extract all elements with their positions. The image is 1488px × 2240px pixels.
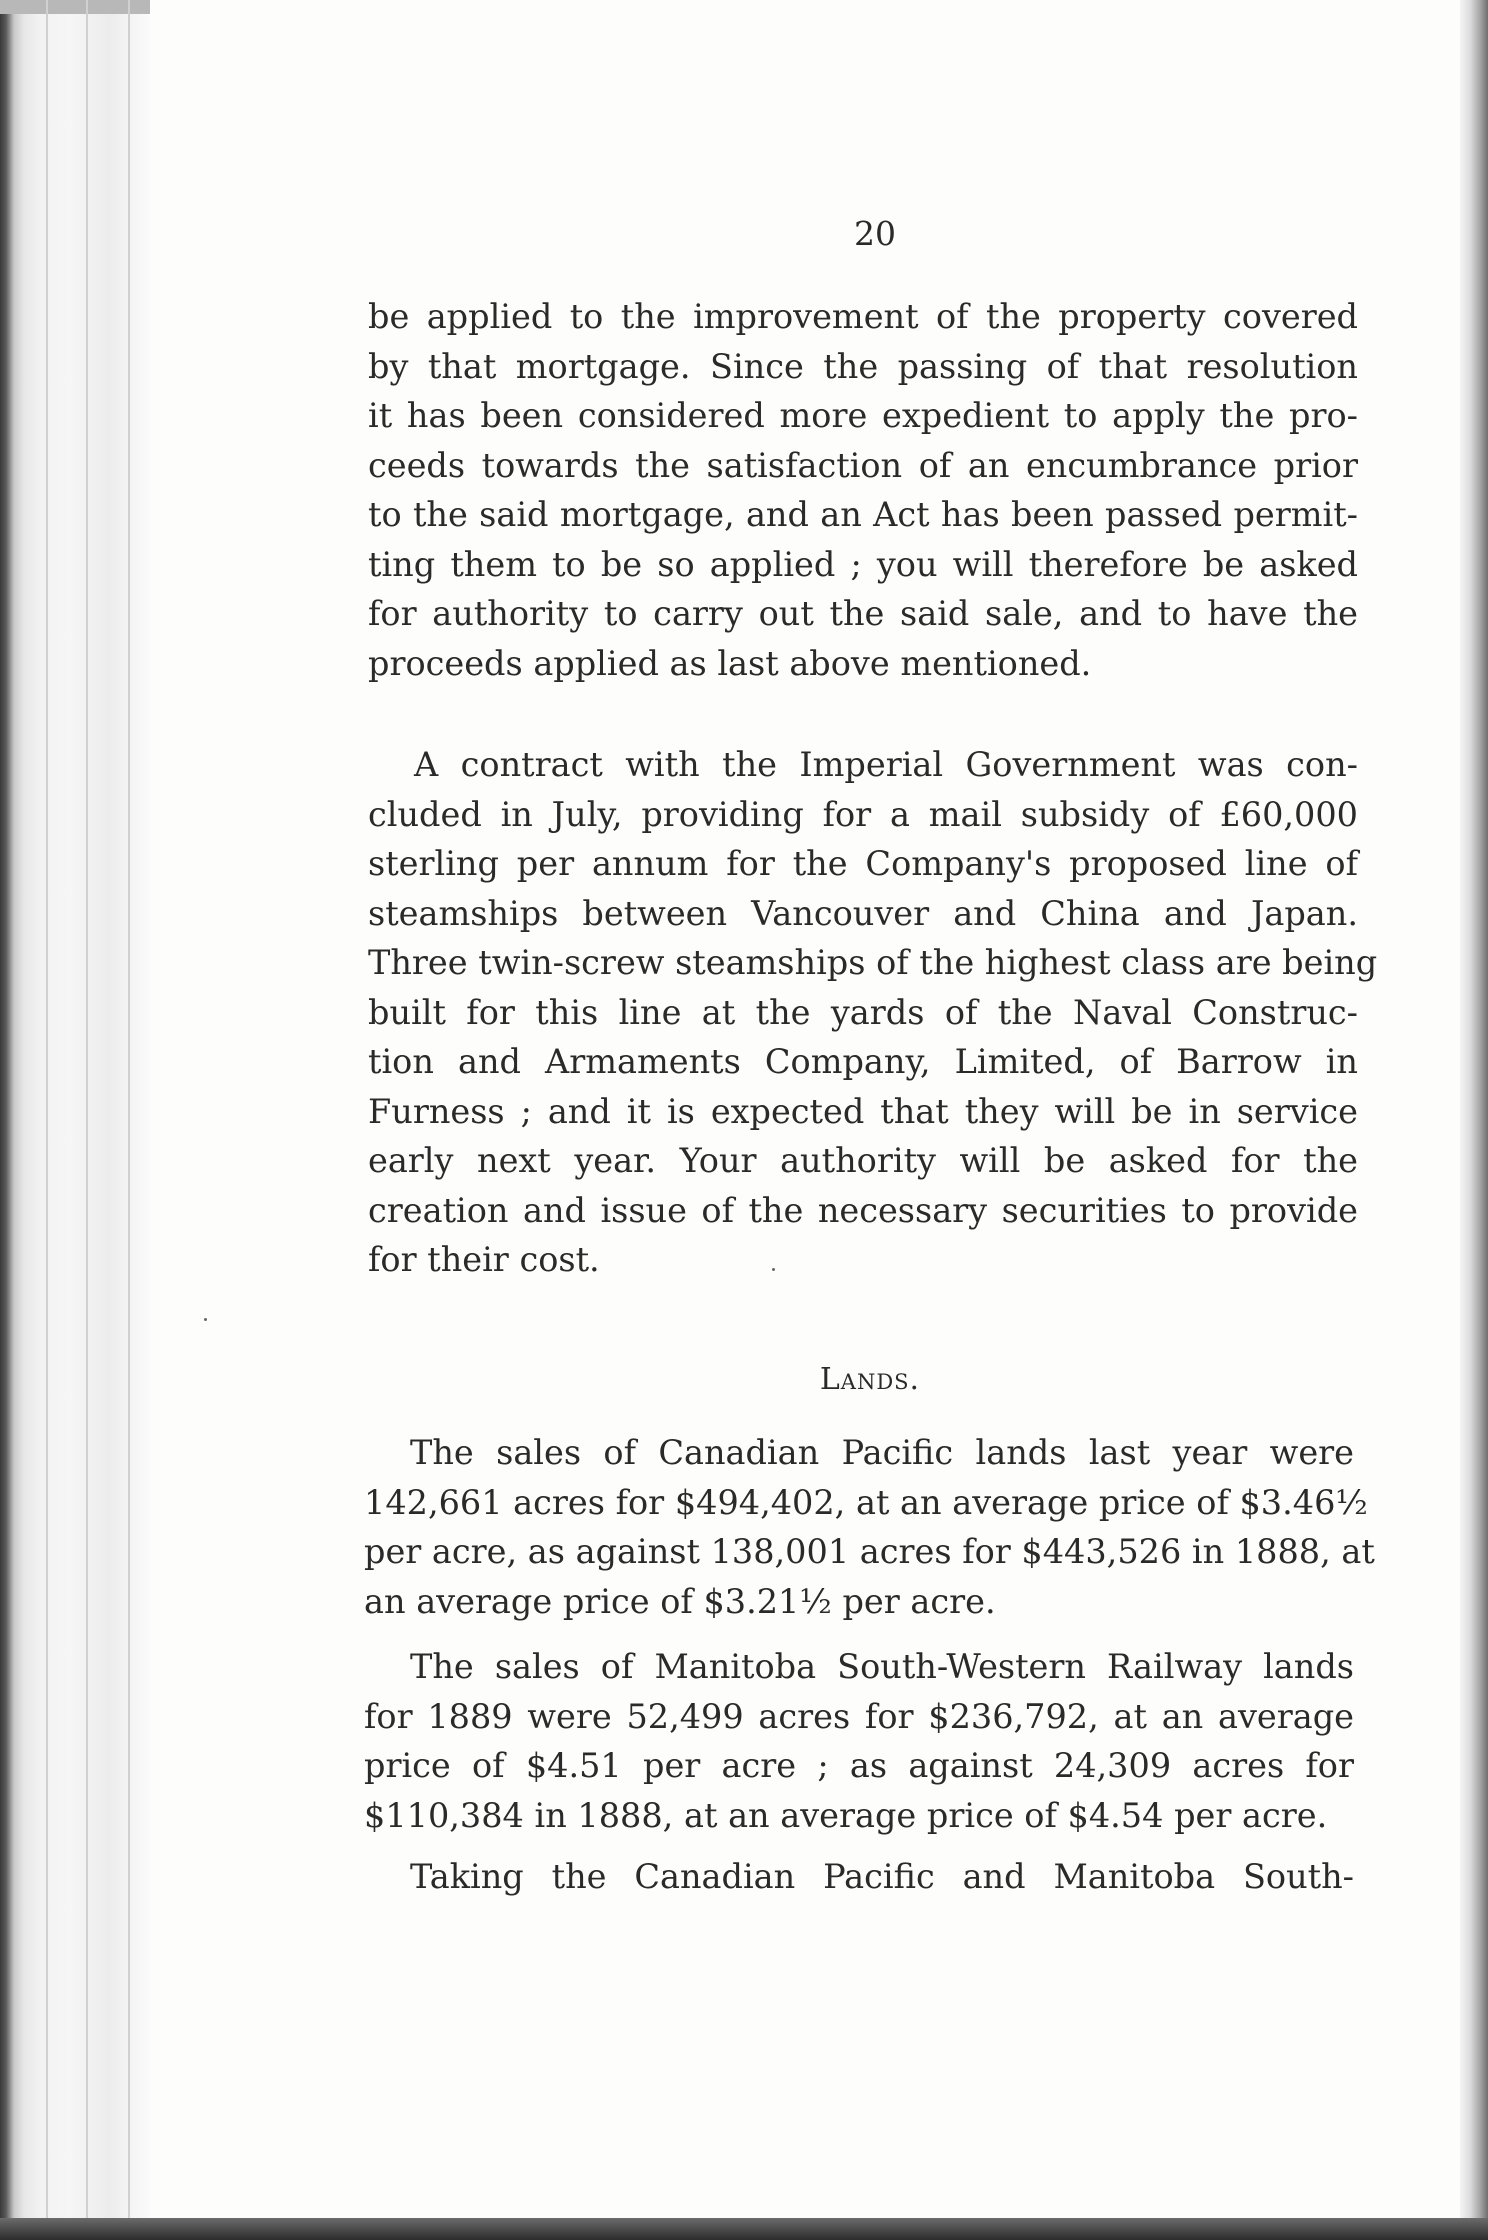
text-line: ceeds towards the satisfaction of an encumbrance prior xyxy=(368,445,1358,485)
text-line: Furness ; and it is expected that they will be in service xyxy=(368,1091,1358,1131)
text-line: early next year. Your authority will be asked for the xyxy=(368,1141,1358,1180)
paragraph-3 xyxy=(364,1428,1375,1626)
print-speck xyxy=(772,1268,775,1271)
text-line: The sales of Canadian Pacific lands last year were xyxy=(410,1433,1354,1472)
text-line: per acre, as against 138,001 acres for $443,526 in 1888, at xyxy=(364,1532,1375,1571)
binding-line xyxy=(128,0,130,2240)
text-line: tion and Armaments Company, Limited, of Barrow in xyxy=(368,1042,1358,1081)
paragraph-2 xyxy=(368,740,1378,1285)
text-line: creation and issue of the necessary securities to provide xyxy=(368,1190,1358,1230)
text-line: be applied to the improvement of the property covered xyxy=(368,297,1358,336)
section-heading: Lands. xyxy=(819,1362,921,1397)
text-line: $110,384 in 1888, at an average price of $4.54 per acre. xyxy=(364,1795,1328,1835)
bottom-edge-shadow xyxy=(0,2218,1488,2240)
page-number: 20 xyxy=(854,214,896,253)
text-line: for authority to carry out the said sale, and to have the xyxy=(368,594,1358,633)
text-line: cluded in July, providing for a mail subsidy of £60,000 xyxy=(368,794,1358,834)
text-line: ting them to be so applied ; you will therefore be asked xyxy=(368,544,1358,584)
text-line: for 1889 were 52,499 acres for $236,792, at an average xyxy=(364,1696,1354,1736)
text-line: Taking the Canadian Pacific and Manitoba South- xyxy=(410,1857,1354,1896)
text-line: proceeds applied as last above mentioned. xyxy=(368,643,1092,683)
text-line: The sales of Manitoba South-Western Railway lands xyxy=(410,1647,1354,1686)
paragraph-5 xyxy=(364,1852,1354,1902)
text-line: built for this line at the yards of the Naval Construc- xyxy=(368,992,1358,1032)
text-line: Three twin-screw steamships of the highest class are being xyxy=(368,943,1378,982)
text-line: steamships between Vancouver and China and Japan. xyxy=(368,893,1358,933)
text-line: an average price of $3.21½ per acre. xyxy=(364,1581,996,1621)
text-line: it has been considered more expedient to apply the pro- xyxy=(368,396,1358,435)
binding-line xyxy=(86,0,88,2240)
text-line: for their cost. xyxy=(368,1240,600,1279)
paragraph-4 xyxy=(364,1642,1354,1840)
print-speck xyxy=(204,1318,207,1321)
text-line: to the said mortgage, and an Act has been passed permit- xyxy=(368,495,1358,534)
binding-line xyxy=(46,0,48,2240)
text-line: price of $4.51 per acre ; as against 24,309 acres for xyxy=(364,1746,1354,1785)
text-line: by that mortgage. Since the passing of that resolution xyxy=(368,346,1358,386)
text-line: sterling per annum for the Company's proposed line of xyxy=(368,844,1358,883)
paragraph-1 xyxy=(368,292,1358,688)
text-line: 142,661 acres for $494,402, at an average price of $3.46½ xyxy=(364,1482,1368,1522)
text-line: A contract with the Imperial Government was con- xyxy=(414,745,1358,784)
right-edge-shadow xyxy=(1460,0,1488,2240)
